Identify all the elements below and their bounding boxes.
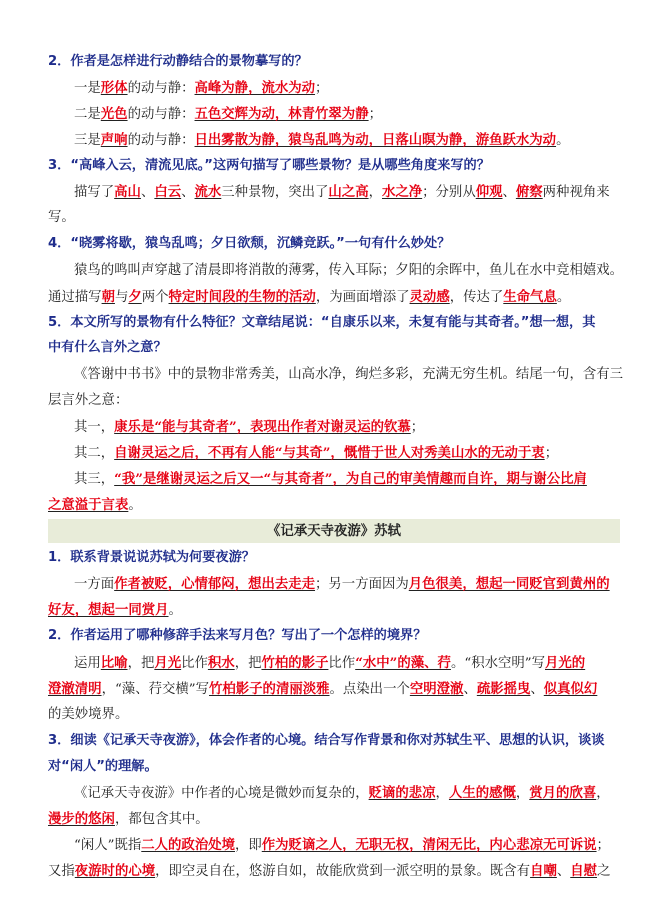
question-2-title: 2．作者是怎样进行动静结合的景物摹写的？ [48,54,308,69]
answer-line: 其二，自谢灵运之后，不再有人能“与其奇”，慨惜于世人对秀美山水的无动于衷； [74,445,559,461]
answer-line: 《记承天寺夜游》中作者的心境是微妙而复杂的，贬谪的悲凉，人生的感慨，赏月的欣喜， [74,785,610,801]
answer-line: 三是声响的动与静：日出雾散为静，猿鸟乱鸣为动，日落山暝为静，游鱼跃水为动。 [74,132,570,148]
answer-line: 好友，想起一同赏月。 [48,602,182,618]
section-header-band [48,519,620,543]
answer-line: 漫步的悠闲，都包含其中。 [48,811,209,827]
answer-line: 运用比喻，把月光比作积水，把竹柏的影子比作“水中”的藻、荇。“积水空明”写月光的 [74,655,586,671]
answer-line: 一方面作者被贬，心情郁闷，想出去走走；另一方面因为月色很美，想起一同贬官到黄州的 [74,576,610,592]
section-title: 《记承天寺夜游》苏轼 [267,523,401,539]
answer-line: 层言外之意： [48,393,129,408]
answer-line: 又指夜游时的心境，即空灵自在，悠游自如，故能欣赏到一派空明的景象。既含有自嘲、自慰之 [48,863,611,879]
answer-line: 描写了高山、白云、流水三种景物，突出了山之高，水之净；分别从仰观、俯察两种视角来 [74,184,610,200]
section-question-1-title: 1．联系背景说说苏轼为何要夜游？ [48,550,255,565]
section-question-2-title: 2．作者运用了哪种修辞手法来写月色？写出了一个怎样的境界？ [48,628,427,643]
question-5-title-cont: 中有什么言外之意？ [48,340,167,355]
question-4-title: 4．“晓雾将歇，猿鸟乱鸣；夕日欲颓，沉鳞竞跃。”一句有什么妙处？ [48,236,451,251]
answer-line: 写。 [48,210,75,225]
answer-line: 二是光色的动与静：五色交辉为动，林青竹翠为静； [74,106,382,122]
answer-line: 一是形体的动与静：高峰为静，流水为动； [74,80,329,96]
answer-line: 的美妙境界。 [48,707,129,722]
answer-line: 之意溢于言表。 [48,497,142,513]
answer-line: 其三，“我”是继谢灵运之后又一“与其奇者”，为自己的审美情趣而自许，期与谢公比肩 [74,471,587,487]
answer-line: “闲人”既指二人的政治处境，即作为贬谪之人，无职无权，清闲无比，内心悲凉无可诉说； [74,837,610,853]
section-question-3-title-cont: 对“闲人”的理解。 [48,759,158,774]
answer-line: 通过描写朝与夕两个特定时间段的生物的活动，为画面增添了灵动感，传达了生命气息。 [48,289,571,305]
question-5-title: 5．本文所写的景物有什么特征？文章结尾说：“自康乐以来，未复有能与其奇者。”想一想，其 [48,315,596,330]
section-question-3-title: 3．细读《记承天寺夜游》，体会作者的心境。结合写作背景和你对苏轼生平、思想的认识，谈谈 [48,733,605,748]
answer-line: 其一，康乐是“能与其奇者”，表现出作者对谢灵运的钦慕； [74,419,425,435]
question-3-title: 3．“高峰入云，清流见底。”这两句描写了哪些景物？是从哪些角度来写的？ [48,158,490,173]
answer-line: 《答谢中书书》中的景物非常秀美，山高水净，绚烂多彩，充满无穷生机。结尾一句，含有三 [74,367,624,382]
answer-line: 猿鸟的鸣叫声穿越了清晨即将消散的薄雾，传入耳际；夕阳的余晖中，鱼儿在水中竞相嬉戏。 [74,263,624,278]
answer-line: 澄澈清明，“藻、荇交横”写竹柏影子的清丽淡雅。点染出一个空明澄澈、疏影摇曳、似真似幻 [48,681,598,697]
